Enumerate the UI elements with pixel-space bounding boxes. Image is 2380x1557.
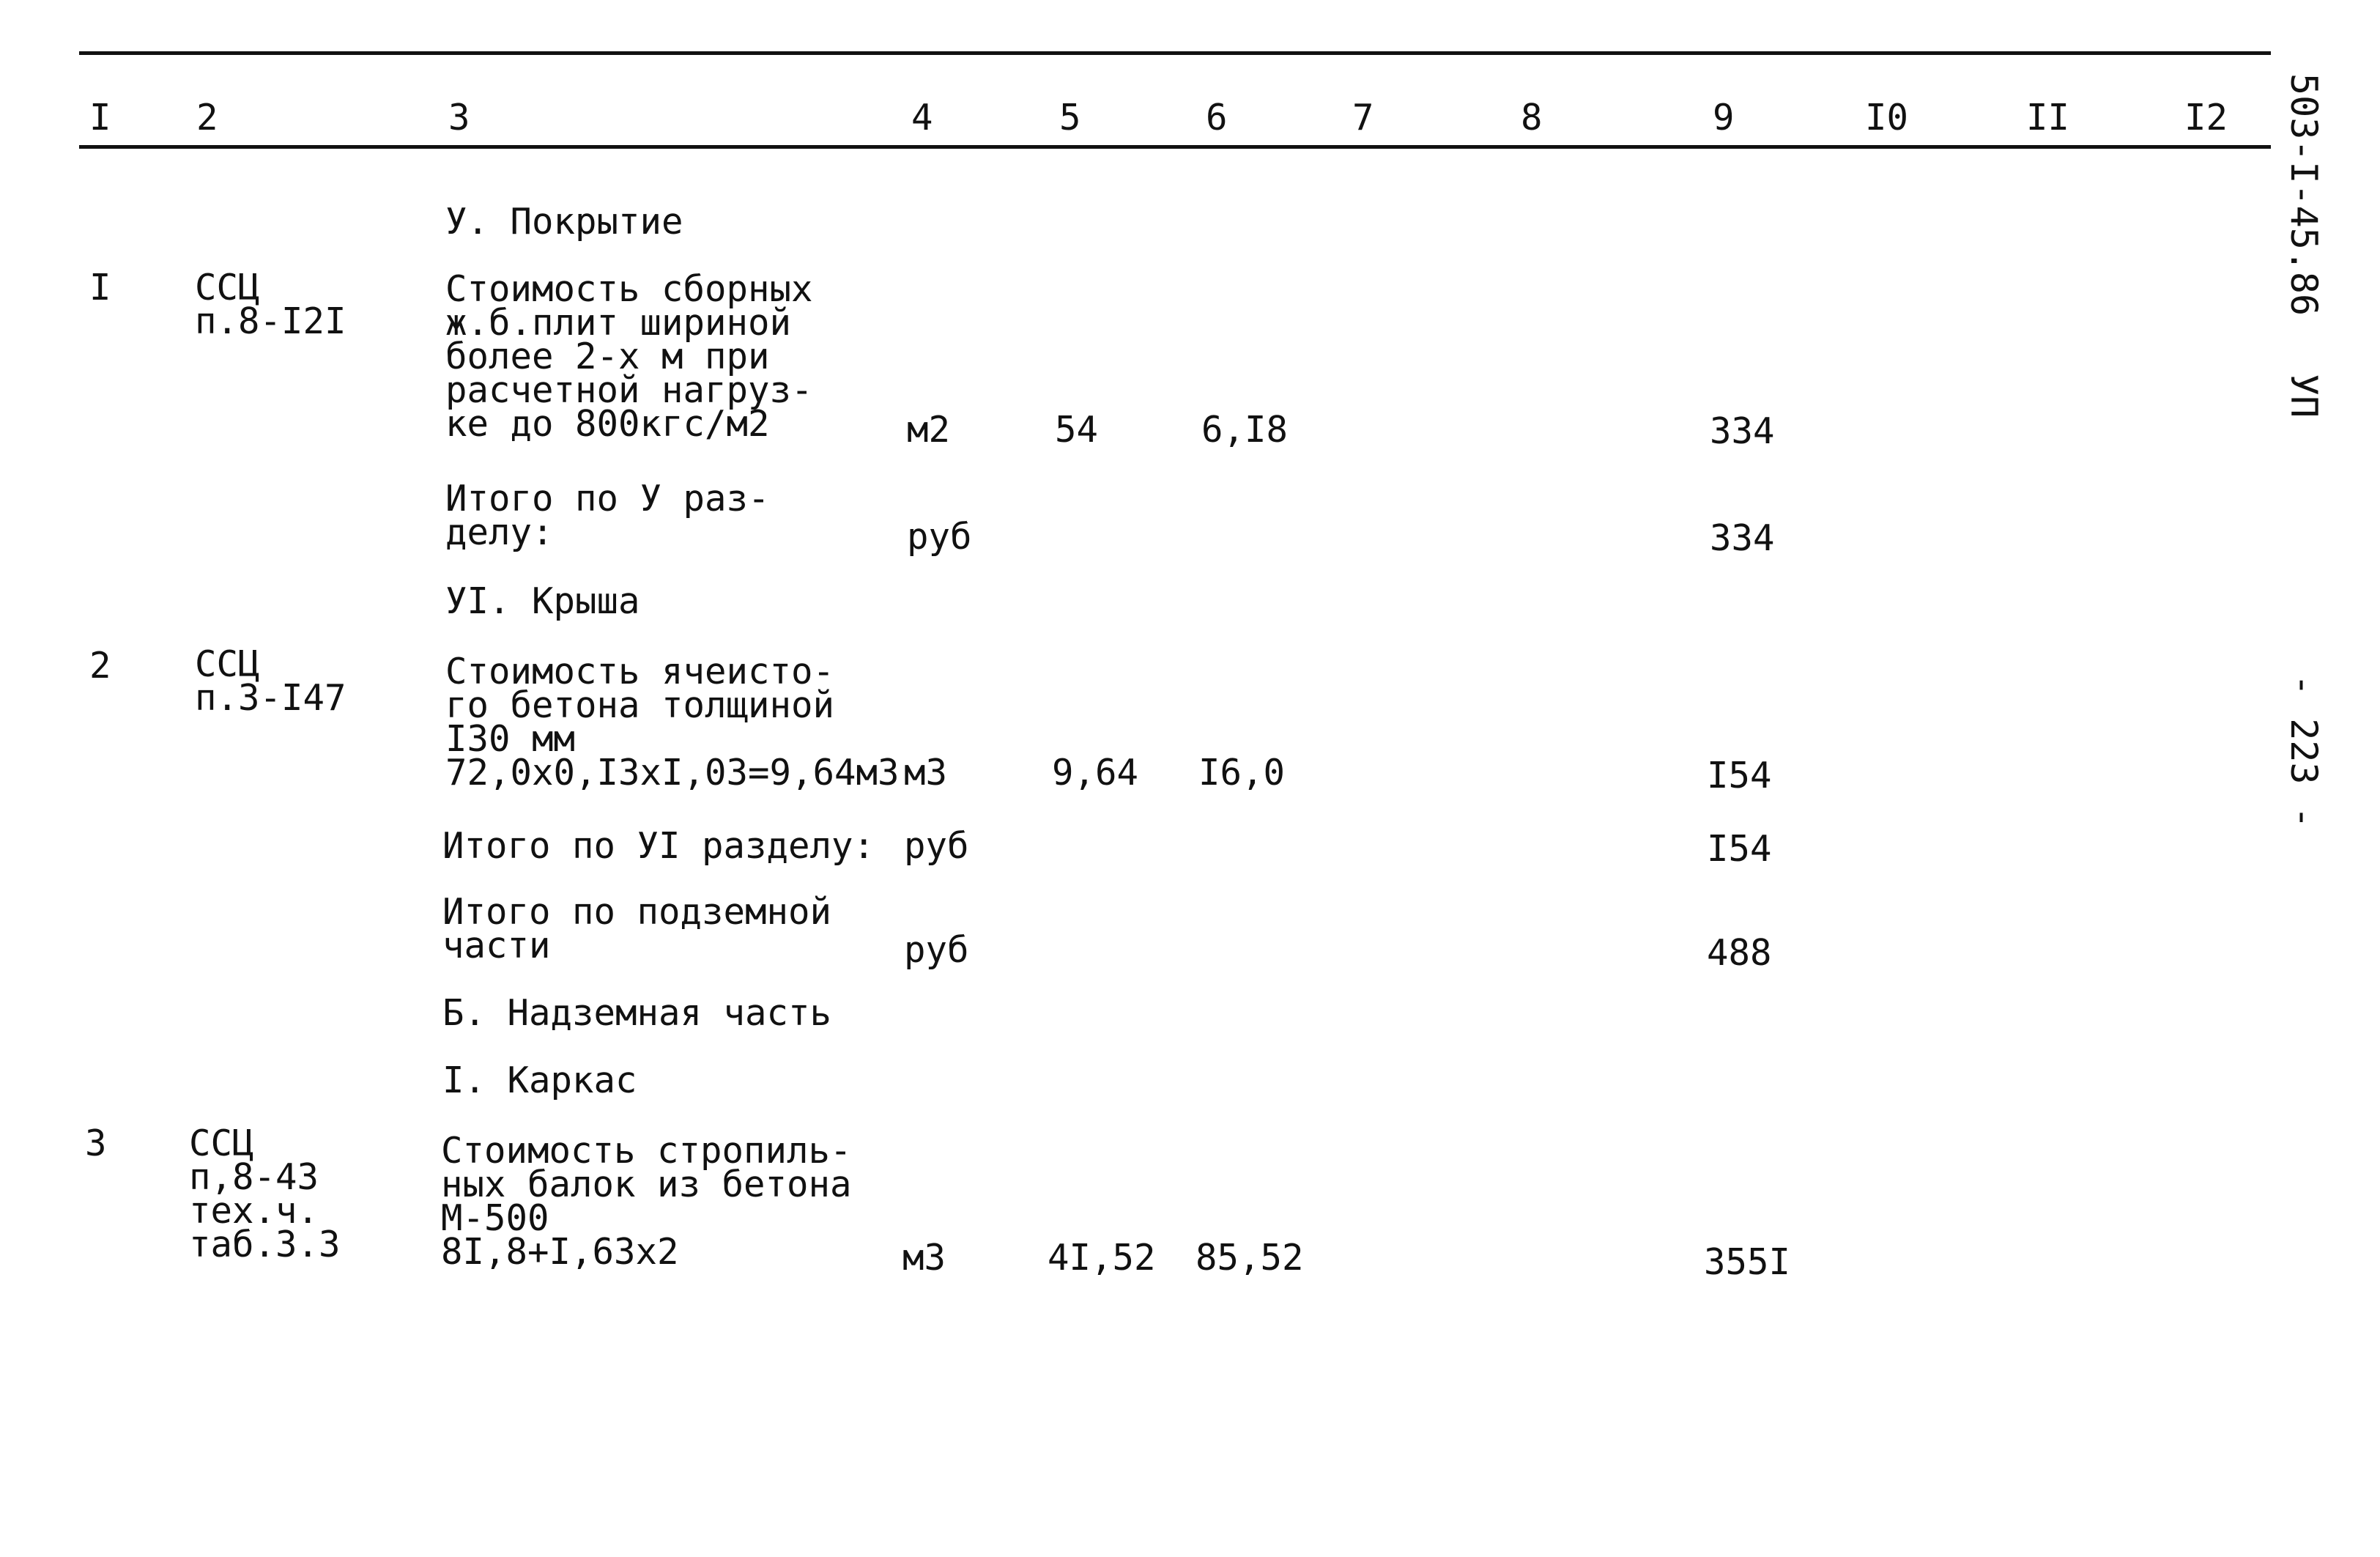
header-rule [79,145,2271,149]
subtotal-label: Итого по У раз- делу: [445,478,770,553]
top-rule [79,51,2271,55]
column-header-12: I2 [2184,97,2228,138]
column-header-10: I0 [1865,97,1909,138]
subtotal-label: Итого по УI разделу: [442,825,875,867]
total-cost: I54 [1707,755,1772,796]
subtotal-total: 488 [1707,932,1772,974]
page-number: - 223 - [2283,674,2325,829]
column-header-1: I [89,97,111,138]
column-header-9: 9 [1713,97,1735,138]
section-heading-above-ground: Б. Надземная часть [442,992,832,1034]
item-number: I [89,267,111,308]
subtotal-total: 334 [1710,517,1775,559]
total-cost: 355I [1704,1241,1791,1283]
work-description: Стоимость ячеисто- го бетона толщиной I30 мм 72,0х0,I3хI,03=9,64м3 [445,651,900,794]
column-header-7: 7 [1352,97,1374,138]
subtotal-unit: руб [907,516,972,558]
work-description: Стоимость стропиль- ных балок из бетона М-500 8I,8+I,63х2 [441,1130,852,1273]
item-number: 2 [89,645,111,687]
document-code: 503-I-45.86 [2283,73,2325,317]
column-header-6: 6 [1206,97,1228,138]
item-number: 3 [85,1123,107,1164]
unit-price: I6,0 [1198,752,1286,794]
column-header-3: 3 [448,97,470,138]
quantity: 54 [1055,409,1099,451]
column-header-4: 4 [911,97,933,138]
section-heading-roofing: У. Покрытие [445,201,683,243]
subtotal-unit: руб [904,825,969,867]
section-heading-frame: I. Каркас [442,1059,637,1101]
unit-price: 85,52 [1195,1237,1304,1279]
column-header-8: 8 [1521,97,1543,138]
column-header-11: II [2026,97,2070,138]
column-header-2: 2 [196,97,218,138]
subtotal-unit: руб [904,929,969,971]
subtotal-total: I54 [1707,828,1772,870]
column-header-5: 5 [1059,97,1081,138]
unit: м3 [904,752,948,794]
price-reference: ССЦ п.3-I47 [195,643,346,719]
unit: м3 [902,1237,946,1279]
unit-price: 6,I8 [1201,409,1289,451]
price-reference: ССЦ п,8-43 тех.ч. таб.3.3 [189,1123,341,1265]
work-description: Стоимость сборных ж.б.плит шириной более 2-х м при расчетной нагруз- ке до 800кгс/м2 [445,268,813,445]
album-label: УП [2283,374,2325,418]
quantity: 4I,52 [1048,1237,1156,1279]
price-reference: ССЦ п.8-I2I [195,267,346,342]
unit: м2 [907,409,951,451]
section-heading-roof: УI. Крыша [445,580,640,622]
total-cost: 334 [1710,410,1775,452]
subtotal-label: Итого по подземной части [442,891,832,966]
quantity: 9,64 [1052,752,1139,794]
